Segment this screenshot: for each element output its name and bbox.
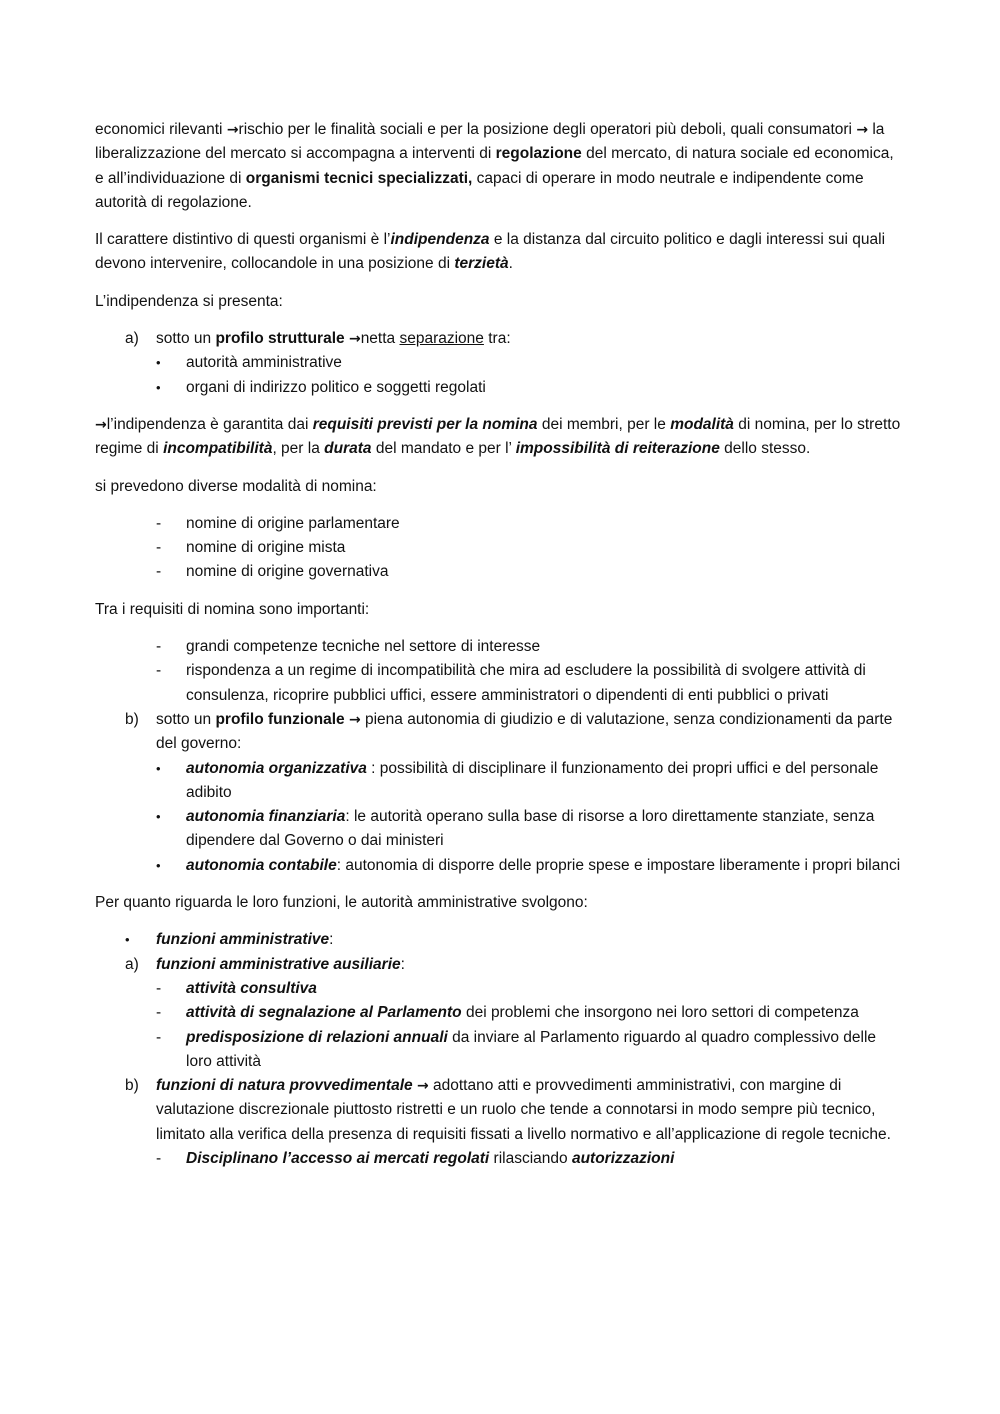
list-item-text: organi di indirizzo politico e soggetti regolati [186, 378, 486, 396]
text: dello stesso. [719, 440, 811, 458]
list-item-text [156, 1001, 906, 1025]
bold-italic-term: predisposizione di relazioni annuali [186, 1028, 448, 1046]
bold-italic-term: autonomia organizzativa [186, 759, 367, 777]
text: , per la [272, 440, 325, 458]
text: : [329, 931, 334, 949]
dash-list-requisiti [156, 635, 906, 708]
dash-list-provvedimentali [156, 1147, 906, 1171]
list-item [156, 512, 906, 536]
list-item [156, 536, 906, 560]
bullet-icon: • [156, 355, 161, 371]
list-item-text: grandi competenze tecniche nel settore di interesse [186, 638, 541, 656]
bullet-icon: • [125, 932, 130, 948]
arrow-right-icon: → [95, 416, 107, 433]
paragraph-modalita-nomina: si prevedono diverse modalità di nomina: [95, 477, 377, 495]
underlined-term: separazione [399, 330, 484, 348]
paragraph-liberalizzazione [95, 118, 906, 215]
bullet-icon: • [156, 857, 161, 873]
list-marker: a) [125, 955, 139, 973]
list-item-text [156, 757, 906, 806]
list-item-text [125, 953, 906, 977]
bold-italic-term: incompatibilità [163, 440, 273, 458]
list-item [156, 854, 906, 878]
list-item-text: rispondenza a un regime di incompatibilità che mira ad escludere la possibilità di svolgere attività di consulenza, ricoprire pubblici uffici, essere amministratori o dipendenti di enti pubblici o privati [186, 662, 866, 704]
text: economici rilevanti [95, 121, 227, 138]
bullet-list [156, 351, 906, 400]
text: : possibilità di disciplinare il funzionamento dei propri uffici e del personale adibito [186, 759, 879, 801]
text: sotto un [156, 710, 216, 728]
text: dei membri, per le [537, 415, 671, 433]
list-item-a [125, 953, 906, 977]
arrow-right-icon: → [226, 122, 239, 138]
bold-italic-term: attività di segnalazione al Parlamento [186, 1004, 462, 1022]
list-item-text: nomine di origine parlamentare [186, 514, 400, 532]
text: da inviare al Parlamento riguardo al quadro complessivo delle loro attività [186, 1028, 877, 1070]
dash-list-ausiliarie [156, 977, 906, 1074]
bold-italic-term: modalità [670, 415, 734, 433]
text: . [508, 255, 513, 273]
list-item [156, 351, 906, 375]
bold-italic-term: Disciplinano l’accesso ai mercati regolati [186, 1149, 490, 1167]
list-item-text [156, 854, 906, 878]
bullet-icon: • [156, 809, 161, 825]
bold-term: profilo funzionale [215, 710, 345, 728]
text: piena autonomia di giudizio e di valutazione, senza condizionamenti da parte del governo: [156, 710, 893, 753]
list-item-text [125, 327, 906, 351]
bold-italic-term: funzioni di natura provvedimentale [156, 1077, 413, 1095]
list-item [125, 928, 906, 952]
bold-italic-term: indipendenza [390, 231, 490, 249]
list-item [156, 805, 906, 854]
list-marker: b) [125, 710, 139, 728]
list-item-text: nomine di origine mista [186, 539, 346, 557]
dash-marker: - [156, 1028, 162, 1046]
text: rischio per le finalità sociali e per la posizione degli operatori più deboli, quali consumatori [238, 121, 857, 138]
paragraph-funzioni-intro: Per quanto riguarda le loro funzioni, le autorità amministrative svolgono: [95, 894, 588, 912]
dash-marker: - [156, 1149, 162, 1167]
text: : [400, 955, 405, 973]
arrow-right-icon: → [856, 122, 869, 138]
list-item-a [125, 327, 906, 351]
text: di nomina, per lo stretto regime di [95, 415, 901, 458]
list-marker: b) [125, 1077, 139, 1095]
list-item [156, 1026, 906, 1075]
list-item [156, 659, 906, 708]
bold-italic-term: attività consultiva [186, 979, 317, 997]
bold-italic-term: durata [324, 440, 372, 458]
arrow-right-icon: → [348, 331, 361, 348]
list-item [156, 560, 906, 584]
bold-italic-term: autonomia contabile [186, 856, 337, 874]
list-item [156, 757, 906, 806]
text: e la distanza dal circuito politico e dagli interessi sui quali devono intervenire, collocandole in una posizione di [95, 231, 886, 273]
funzioni-list [125, 928, 906, 1171]
list-marker: a) [125, 330, 139, 348]
text: dei problemi che insorgono nei loro settori di competenza [461, 1004, 859, 1022]
text: la liberalizzazione del mercato si accompagna a interventi di [95, 121, 885, 163]
bullet-list-autonomie [156, 757, 906, 878]
bullet-icon: • [156, 760, 161, 776]
text: tra: [483, 330, 511, 348]
text: : le autorità operano sulla base di risorse a loro direttamente stanziate, senza dipendere dal Governo o dai ministeri [186, 808, 875, 850]
text: : autonomia di disporre delle proprie spese e impostare liberamente i propri bilanci [336, 856, 901, 874]
paragraph-indipendenza [95, 228, 906, 277]
list-item-text [156, 1147, 906, 1171]
text: del mandato e per l’ [371, 440, 516, 458]
alpha-list-functional [125, 708, 906, 878]
list-item-text [156, 1026, 906, 1075]
paragraph-indipendenza-intro: L’indipendenza si presenta: [95, 292, 283, 310]
dash-marker: - [156, 1004, 162, 1022]
dash-marker: - [156, 514, 162, 532]
bold-term: organismi tecnici specializzati, [245, 169, 473, 187]
dash-marker: - [156, 563, 162, 581]
bold-italic-term: funzioni amministrative ausiliarie [156, 955, 401, 973]
arrow-right-icon: → [348, 711, 361, 728]
text: del mercato, di natura sociale ed economica, e all’individuazione di [95, 145, 894, 187]
text: Il carattere distintivo di questi organismi è l’ [95, 231, 391, 249]
list-item-b [125, 708, 906, 757]
bold-italic-term: impossibilità di reiterazione [515, 440, 720, 458]
dash-list-nomine [156, 512, 906, 585]
arrow-right-icon: → [416, 1078, 429, 1095]
list-item-text: nomine di origine governativa [186, 563, 389, 581]
dash-marker: - [156, 662, 162, 680]
text: netta [360, 330, 400, 348]
list-item [156, 977, 906, 1001]
bold-italic-term: funzioni amministrative [156, 931, 330, 949]
bold-italic-term: autonomia finanziaria [186, 808, 346, 826]
list-item-text: autorità amministrative [186, 354, 342, 372]
list-item-text [156, 805, 906, 854]
text: rilasciando [489, 1149, 572, 1167]
paragraph-garanzie [95, 413, 906, 462]
bold-term: regolazione [495, 145, 582, 163]
alpha-list-structural [125, 327, 906, 400]
dash-marker: - [156, 539, 162, 557]
bold-italic-term: autorizzazioni [571, 1149, 675, 1167]
list-item [156, 376, 906, 400]
list-item [156, 1147, 906, 1171]
text: sotto un [156, 330, 216, 348]
bold-italic-term: requisiti previsti per la nomina [312, 415, 538, 433]
paragraph-requisiti: Tra i requisiti di nomina sono importanti: [95, 600, 370, 618]
list-item-text [125, 928, 906, 952]
list-item-text [156, 977, 906, 1001]
bold-term: profilo strutturale [215, 330, 345, 348]
dash-marker: - [156, 638, 162, 656]
list-item [156, 635, 906, 659]
text: capaci di operare in modo neutrale e indipendente come autorità di regolazione. [95, 169, 864, 211]
list-item [156, 1001, 906, 1025]
list-item-text [125, 1074, 906, 1147]
text: adottano atti e provvedimenti amministrativi, con margine di valutazione discrezionale piuttosto ristretti e un ruolo che tende a connotarsi in modo sempre più tecnico, limitato alla verifica della presenza di requisiti fissati a livello normativo e all’applicazione di regole tecniche. [156, 1077, 891, 1143]
list-item-b [125, 1074, 906, 1147]
text: l’indipendenza è garantita dai [106, 415, 313, 433]
bullet-icon: • [156, 379, 161, 395]
list-item-text [125, 708, 906, 757]
bold-italic-term: terzietà [454, 255, 509, 273]
dash-marker: - [156, 979, 162, 997]
